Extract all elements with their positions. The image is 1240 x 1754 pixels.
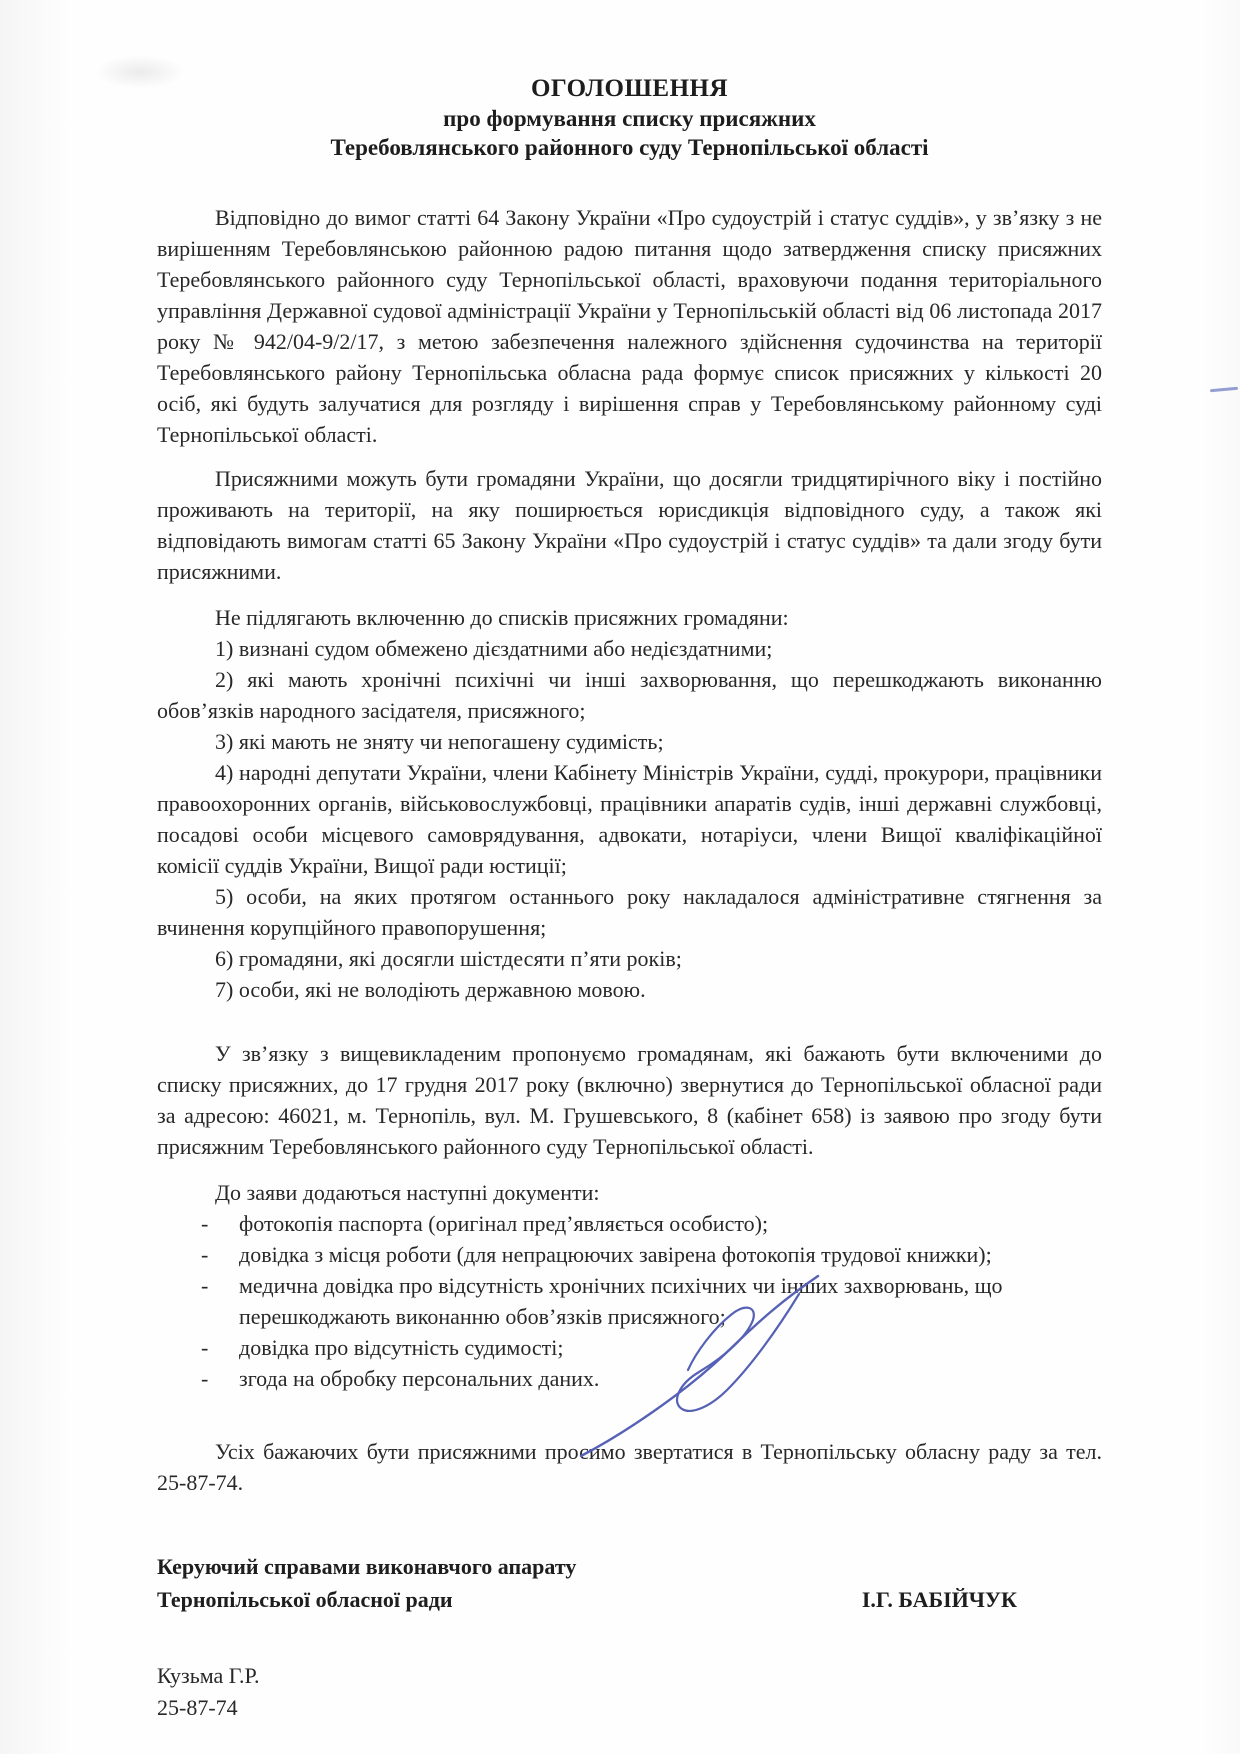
- exclusion-item-2: 2) які мають хронічні психічні чи інші захворювання, що перешкоджають виконанню обов’язків народного засідателя, присяжного;: [157, 667, 1102, 723]
- list-dash-marker: -: [201, 1273, 209, 1298]
- list-dash-marker: -: [201, 1242, 209, 1267]
- document-item-medical-certificate: [157, 1270, 1102, 1332]
- paragraph-juror-requirements: Присяжними можуть бути громадяни України, що досягли тридцятирічного віку і постійно проживають на території, на яку поширюється юрисдикція відповідного суду, а також які відповідають вимогам статті 65 Закону України «Про судоустрій і статус суддів» та дали згоду бути присяжними.: [157, 466, 1102, 584]
- exclusions-intro: Не підлягають включенню до списків присяжних громадяни:: [215, 605, 789, 630]
- exclusion-item-4: 4) народні депутати України, члени Кабінету Міністрів України, судді, прокурори, працівники правоохоронних органів, військовослужбовці, працівники апаратів судів, інші державні службовці, посадові особи місцевого самоврядування, адвокати, нотаріуси, члени Вищої кваліфікаційної комісії суддів України, Вищої ради юстиції;: [157, 760, 1102, 878]
- signatory-position: [157, 1550, 576, 1616]
- signatory-position-line-2: Тернопільської обласної ради: [157, 1587, 453, 1612]
- paragraph-legal-basis: Відповідно до вимог статті 64 Закону України «Про судоустрій і статус суддів», у зв’язку з не вирішенням Теребовлянською районною радою питання щодо затвердження списку присяжних Теребовлянського районного суду Тернопільської області, враховуючи подання територіального управління Державної судової адміністрації України у Тернопільській області від 06 листопада 2017 року № 942/04-9/2/17, з метою забезпечення належного здійснення судочинства на території Теребовлянського району Тернопільська обласна рада формує список присяжних у кількості 20 осіб, які будуть залучатися для розгляду і вирішення справ у Теребовлянському районному суді Тернопільської області.: [157, 205, 1102, 447]
- signature-block: [157, 1550, 1102, 1616]
- documents-intro: До заяви додаються наступні документи:: [215, 1180, 600, 1205]
- document-subtitle-2: Теребовлянського районного суду Тернопільської області: [330, 135, 929, 160]
- document-title-block: [157, 74, 1102, 162]
- right-margin-pen-mark: [1210, 387, 1238, 392]
- exclusion-item-1: 1) визнані судом обмежено дієздатними або недієздатними;: [215, 636, 773, 661]
- document-item-no-conviction: [157, 1332, 1102, 1363]
- contact-phone: 25-87-74: [157, 1695, 238, 1720]
- list-dash-marker: -: [201, 1211, 209, 1236]
- exclusion-item-3: 3) які мають не зняту чи непогашену судимість;: [215, 729, 664, 754]
- exclusion-item-6: 6) громадяни, які досягли шістдесяти п’яти років;: [215, 946, 682, 971]
- document-content: [157, 74, 1102, 1724]
- list-dash-marker: -: [201, 1335, 209, 1360]
- document-item-text: медична довідка про відсутність хронічних психічних чи інших захворювань, що перешкоджають виконанню обов’язків присяжного;: [239, 1273, 1003, 1329]
- exclusion-item-5: 5) особи, на яких протягом останнього року накладалося адміністративне стягнення за вчинення корупційного правопорушення;: [157, 884, 1102, 940]
- contact-person-name: Кузьма Г.Р.: [157, 1663, 260, 1688]
- document-item-text: довідка про відсутність судимості;: [239, 1335, 564, 1360]
- contact-block: [157, 1660, 1102, 1724]
- paragraph-contact-invitation: Усіх бажаючих бути присяжними просимо звертатися в Тернопільську обласну раду за тел. 25-87-74.: [157, 1439, 1102, 1495]
- document-title: ОГОЛОШЕННЯ: [530, 75, 729, 102]
- exclusion-item-7: 7) особи, які не володіють державною мовою.: [215, 977, 646, 1002]
- document-item-passport: [157, 1208, 1102, 1239]
- document-subtitle-1: про формування списку присяжних: [443, 106, 816, 131]
- document-item-text: довідка з місця роботи (для непрацюючих завірена фотокопія трудової книжки);: [239, 1242, 992, 1267]
- document-item-text: фотокопія паспорта (оригінал пред’являється особисто);: [239, 1211, 769, 1236]
- document-item-text: згода на обробку персональних даних.: [239, 1366, 600, 1391]
- signatory-name: І.Г. БАБІЙЧУК: [861, 1587, 1017, 1612]
- documents-list: [157, 1208, 1102, 1394]
- paragraph-application-invitation: У зв’язку з вищевикладеним пропонуємо громадянам, які бажають бути включеними до списку присяжних, до 17 грудня 2017 року (включно) звернутися до Тернопільської обласної ради за адресою: 46021, м. Тернопіль, вул. М. Грушевського, 8 (кабінет 658) із заявою про згоду бути присяжним Теребовлянського районного суду Тернопільської області.: [157, 1041, 1102, 1159]
- list-dash-marker: -: [201, 1366, 209, 1391]
- signatory-position-line-1: Керуючий справами виконавчого апарату: [157, 1554, 577, 1579]
- document-item-work-certificate: [157, 1239, 1102, 1270]
- document-item-personal-data-consent: [157, 1363, 1102, 1394]
